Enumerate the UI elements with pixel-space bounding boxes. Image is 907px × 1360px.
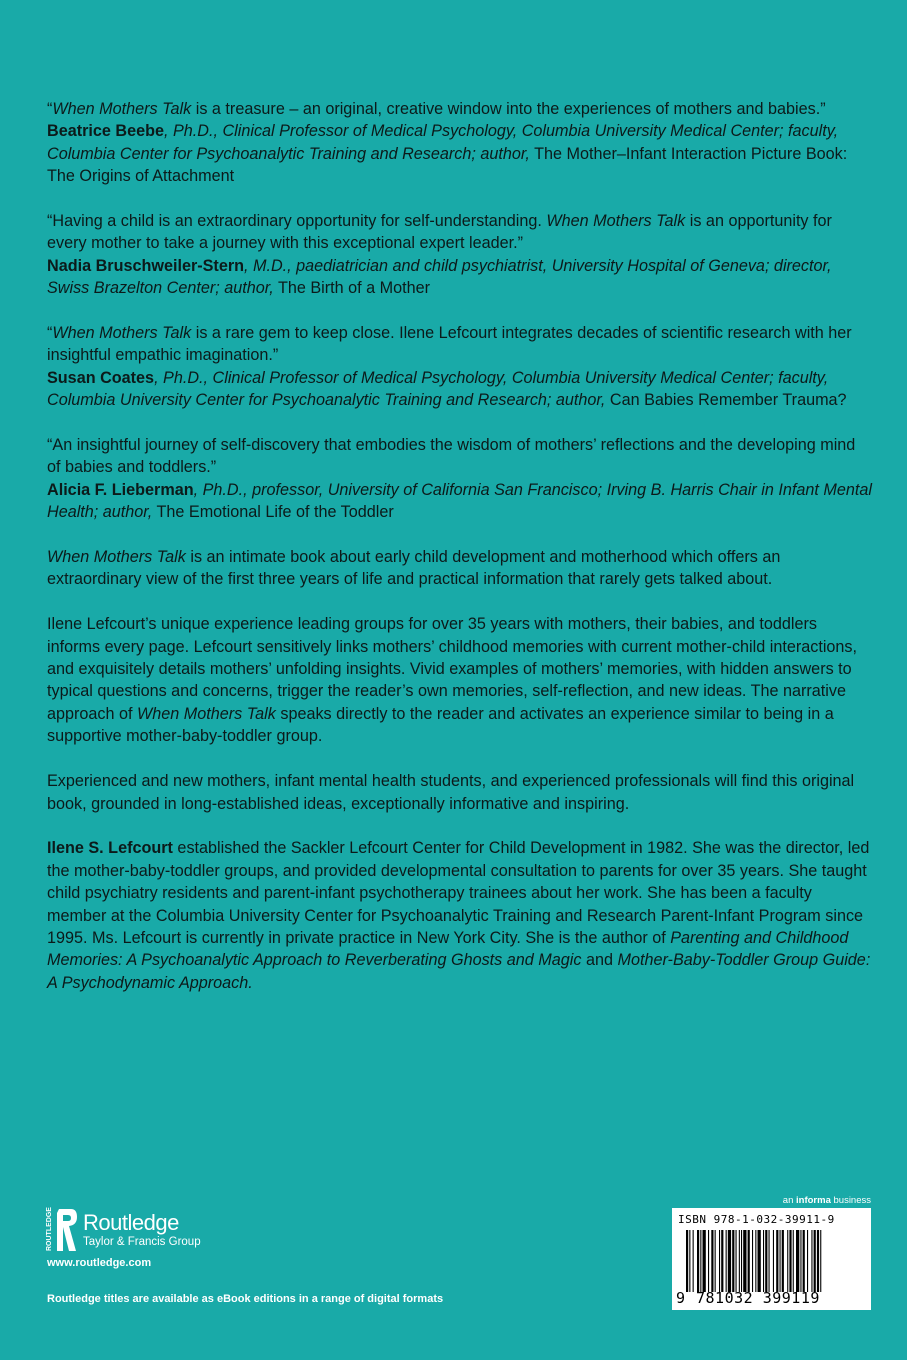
- barcode-bar: [814, 1230, 816, 1292]
- text-segment: Mother-Baby-Toddler Group Guide: A Psychodynamic Approach.: [47, 951, 871, 992]
- barcode-bar: [787, 1230, 788, 1292]
- ebook-note: Routledge titles are available as eBook editions in a range of digital formats: [47, 1293, 444, 1305]
- barcode-bar: [743, 1230, 746, 1292]
- endorsement-quote: [47, 210, 873, 255]
- text-segment: When Mothers Talk: [47, 548, 186, 567]
- barcode-bar: [721, 1230, 723, 1292]
- endorsement-quote: [47, 434, 873, 479]
- quote-segment: “: [47, 324, 53, 343]
- endorser-credentials: , Ph.D., Clinical Professor of Medical Psychology, Columbia University Medical Center; faculty, Columbia Center for Psychoanalytic Training and Research; author,: [47, 122, 839, 163]
- text-segment: and: [581, 951, 618, 970]
- endorser-name: Nadia Bruschweiler-Stern: [47, 256, 245, 275]
- barcode-bar: [780, 1230, 781, 1292]
- barcode-bar: [726, 1230, 727, 1292]
- publisher-logo: [47, 1207, 201, 1253]
- barcode-bars: [686, 1230, 860, 1292]
- barcode-bar: [736, 1230, 737, 1292]
- endorsement-author: [47, 479, 873, 524]
- description-paragraph: [47, 613, 873, 747]
- endorsement-author: [47, 120, 873, 187]
- text-segment: speaks directly to the reader and activates an experience similar to being in a supportive mother-baby-toddler group.: [47, 704, 834, 746]
- barcode-bar: [708, 1230, 709, 1292]
- endorser-name: Alicia F. Lieberman: [47, 480, 194, 499]
- barcode-bar: [820, 1230, 821, 1292]
- barcode-bar: [763, 1230, 764, 1292]
- quote-segment: is a treasure – an original, creative window into the experiences of mothers and babies.”: [191, 100, 826, 118]
- quote-segment: is an opportunity for every mother to take a journey with this exceptional expert leader.”: [47, 212, 832, 253]
- text-segment: established the Sackler Lefcourt Center for Child Development in 1982. She was the director, led the mother-baby-toddler groups, and provided developmental consultation to parents for over 35 years. She taught child psychiatry residents and parent-infant psychotherapy trainees about her work. She has been a faculty member at the Columbia University Center for Psychoanalytic Training and Research Parent-Infant Program since 1995. Ms. Lefcourt is currently in private practice in New York City. She is the author of: [47, 839, 870, 947]
- barcode-bar: [697, 1230, 699, 1292]
- barcode-bar: [703, 1230, 706, 1292]
- description-paragraph: [47, 770, 873, 815]
- barcode-bar: [719, 1230, 720, 1292]
- barcode-bar: [758, 1230, 761, 1292]
- quote-segment: is a rare gem to keep close. Ilene Lefcourt integrates decades of scientific research with her insightful empathic imagination.”: [47, 324, 852, 365]
- text-segment: When Mothers Talk: [137, 704, 276, 723]
- text-segment: Ilene S. Lefcourt: [47, 839, 173, 858]
- publisher-url[interactable]: www.routledge.com: [47, 1257, 152, 1269]
- endorsement: [47, 98, 873, 188]
- barcode-bar: [711, 1230, 713, 1292]
- barcode-bar: [689, 1230, 690, 1292]
- endorser-name: Beatrice Beebe: [47, 122, 164, 141]
- ean-digits: 781032 399119: [696, 1289, 820, 1307]
- text-segment: Ilene Lefcourt’s unique experience leading groups for over 35 years with mothers, their babies, and toddlers informs every page. Lefcourt sensitively links mothers’ childhood memories with current mother-child interactions, and exquisitely details mothers’ unfolding insights. Vivid examples of mothers’ memories, with hidden answers to typical questions and concerns, trigger the reader’s own memories, self-reflection, and new ideas. The narrative approach of: [47, 615, 858, 723]
- barcode-bar: [739, 1230, 740, 1292]
- barcode-bar: [807, 1230, 808, 1292]
- barcode-bar: [811, 1230, 812, 1292]
- endorser-book: The Birth of a Mother: [273, 279, 431, 298]
- endorsement: [47, 434, 873, 524]
- barcode-bar: [803, 1230, 805, 1292]
- routledge-logo-icon: [47, 1207, 77, 1253]
- endorser-book: The Mother–Infant Interaction Picture Book: The Origins of Attachment: [47, 144, 848, 186]
- barcode-bar: [782, 1230, 784, 1292]
- endorser-credentials: , Ph.D., Clinical Professor of Medical Psychology, Columbia University Medical Center; faculty, Columbia University Center for Psychoanalytic Training and Research; author,: [47, 368, 829, 410]
- book-description: [47, 546, 873, 994]
- endorsement-quote: [47, 98, 873, 120]
- barcode-bar: [796, 1230, 799, 1292]
- barcode-bar: [741, 1230, 742, 1292]
- publisher-name: Routledge: [83, 1210, 179, 1235]
- barcode-bar: [748, 1230, 750, 1292]
- barcode-bar: [776, 1230, 778, 1292]
- endorser-name: Susan Coates: [47, 368, 155, 387]
- barcode-bar: [793, 1230, 794, 1292]
- barcode-bar: [765, 1230, 767, 1292]
- endorser-credentials: , M.D., paediatrician and child psychiatrist, University Hospital of Geneva; director, Swiss Brazelton Center; author,: [47, 256, 832, 298]
- description-paragraph: [47, 837, 873, 994]
- endorsement-author: [47, 255, 873, 300]
- isbn-text: ISBN 978-1-032-39911-9: [678, 1213, 835, 1226]
- endorser-book: Can Babies Remember Trauma?: [605, 391, 847, 410]
- endorser-credentials: , Ph.D., professor, University of California San Francisco; Irving B. Harris Chair in Infant Mental Health; author,: [47, 480, 872, 522]
- isbn-barcode: [672, 1208, 871, 1310]
- text-segment: is an intimate book about early child development and motherhood which offers an extraordinary view of the first three years of life and practical information that rarely gets talked about.: [47, 548, 781, 589]
- endorsement: [47, 322, 873, 412]
- endorsement: [47, 210, 873, 300]
- quote-segment: “Having a child is an extraordinary opportunity for self-understanding.: [47, 212, 547, 231]
- description-paragraph: [47, 546, 873, 591]
- barcode-bar: [686, 1230, 688, 1292]
- informa-business: an informa business: [782, 1195, 871, 1206]
- logo-vertical-text: ROUTLEDGE: [46, 1207, 53, 1251]
- text-segment: Parenting and Childhood Memories: A Psychoanalytic Approach to Reverberating Ghosts and Magic: [47, 928, 849, 970]
- barcode-bar: [700, 1230, 701, 1292]
- quote-segment: When Mothers Talk: [546, 212, 686, 231]
- barcode-bar: [715, 1230, 716, 1292]
- barcode-bar: [752, 1230, 753, 1292]
- endorsement-quote: [47, 322, 873, 367]
- endorser-book: The Emotional Life of the Toddler: [152, 503, 394, 522]
- quote-segment: When Mothers Talk: [52, 100, 192, 118]
- quote-segment: When Mothers Talk: [52, 324, 192, 343]
- quote-segment: “: [47, 100, 53, 118]
- barcode-bar: [728, 1230, 731, 1292]
- ean-first-digit: 9: [676, 1289, 686, 1307]
- endorsement-author: [47, 367, 873, 412]
- quote-segment: “An insightful journey of self-discovery that embodies the wisdom of mothers’ reflections and the developing mind of babies and toddlers.”: [47, 436, 856, 477]
- publisher-group: Taylor & Francis Group: [83, 1236, 201, 1248]
- barcode-bar: [693, 1230, 694, 1292]
- barcode-bar: [755, 1230, 756, 1292]
- barcode-bar: [800, 1230, 801, 1292]
- barcode-bar: [789, 1230, 791, 1292]
- barcode-bar: [817, 1230, 819, 1292]
- barcode-bar: [769, 1230, 770, 1292]
- endorsements: [47, 98, 873, 524]
- text-segment: Experienced and new mothers, infant mental health students, and experienced professionals will find this original book, grounded in long-established ideas, exceptionally informative and inspiring.: [47, 772, 855, 813]
- barcode-bar: [732, 1230, 734, 1292]
- barcode-bar: [773, 1230, 774, 1292]
- back-cover-text: [47, 98, 873, 1017]
